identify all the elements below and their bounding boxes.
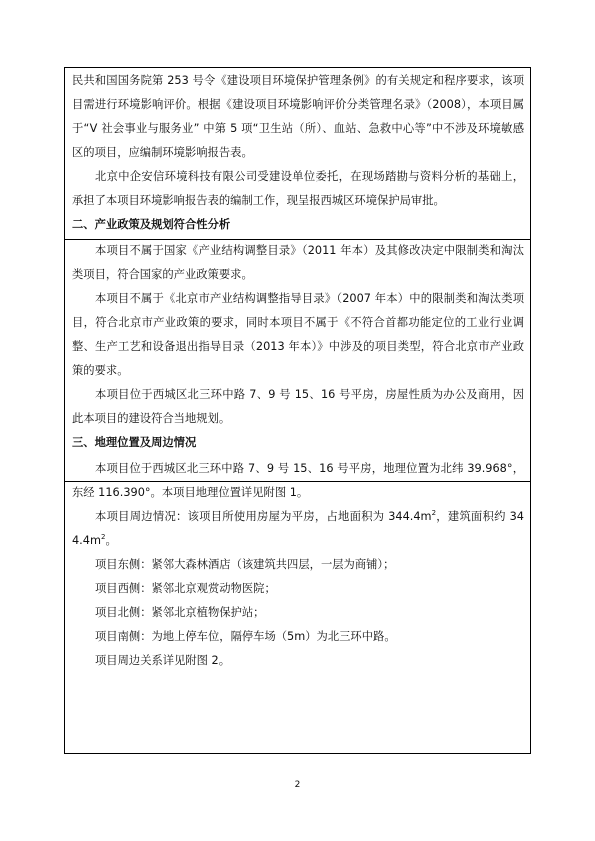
page-number: 2 bbox=[294, 780, 301, 790]
surroundings-text-2: ，建筑面积约 344.4m bbox=[72, 510, 524, 547]
east-side: 项目东侧：紧邻大森林酒店（该建筑共四层，一层为商铺）； bbox=[95, 558, 395, 571]
section-2-paragraph-2: 本项目不属于《北京市产业结构调整指导目录》（2007 年本）中的限制类和淘汰类项目，符合北京市产业政策的要求，同时本项目不属于《不符合首都功能定位的工业行业调整、生产工艺和设备退出指导目录（2013 年本）》中涉及的项目类型，符合北京市产业政策的要求。 bbox=[72, 292, 524, 377]
surroundings-text-1: 本项目周边情况：该项目所使用房屋为平房，占地面积为 344.4m bbox=[95, 510, 432, 523]
section-3-paragraph-1: 本项目位于西城区北三环中路 7、9 号 15、16 号平房，地理位置为北纬 39.968°，东经 116.390°。本项目地理位置详见附图 1。 bbox=[72, 462, 524, 499]
section-3-surroundings bbox=[72, 505, 524, 553]
section-3-heading: 三、地理位置及周边情况 bbox=[72, 436, 197, 449]
intro-paragraph-2: 北京中企安信环境科技有限公司受建设单位委托，在现场踏勘与资料分析的基础上，承担了本项目环境影响报告表的编制工作，现呈报西城区环境保护局审批。 bbox=[72, 170, 524, 207]
area-unit-superscript-1: 2 bbox=[431, 509, 437, 517]
surroundings-text-3: 。 bbox=[105, 534, 117, 547]
section-2-paragraph-1: 本项目不属于国家《产业结构调整目录》（2011 年本）及其修改决定中限制类和淘汰类项目，符合国家的产业政策要求。 bbox=[72, 244, 524, 281]
section-2-heading: 二、产业政策及规划符合性分析 bbox=[72, 218, 231, 231]
intro-paragraph-1: 民共和国国务院第 253 号令《建设项目环境保护管理条例》的有关规定和程序要求，该项目需进行环境影响评价。根据《建设项目环境影响评价分类管理名录》（2008），本项目属于“Ⅴ 社会事业与服务业” 中第 5 项“卫生站（所）、血站、急救中心等”中不涉及环境敏感区的项目，应编制环境影响报告表。 bbox=[72, 74, 524, 159]
page-content bbox=[72, 69, 524, 673]
section-3-paragraph-3: 项目周边关系详见附图 2。 bbox=[95, 654, 231, 667]
north-side: 项目北侧：紧邻北京植物保护站； bbox=[95, 606, 265, 619]
area-unit-superscript-2: 2 bbox=[100, 533, 106, 541]
west-side: 项目西侧：紧邻北京观赏动物医院； bbox=[95, 582, 276, 595]
south-side: 项目南侧：为地上停车位，隔停车场（5m）为北三环中路。 bbox=[95, 630, 396, 643]
section-2-paragraph-3: 本项目位于西城区北三环中路 7、9 号 15、16 号平房，房屋性质为办公及商用，因此本项目的建设符合当地规划。 bbox=[72, 388, 524, 425]
